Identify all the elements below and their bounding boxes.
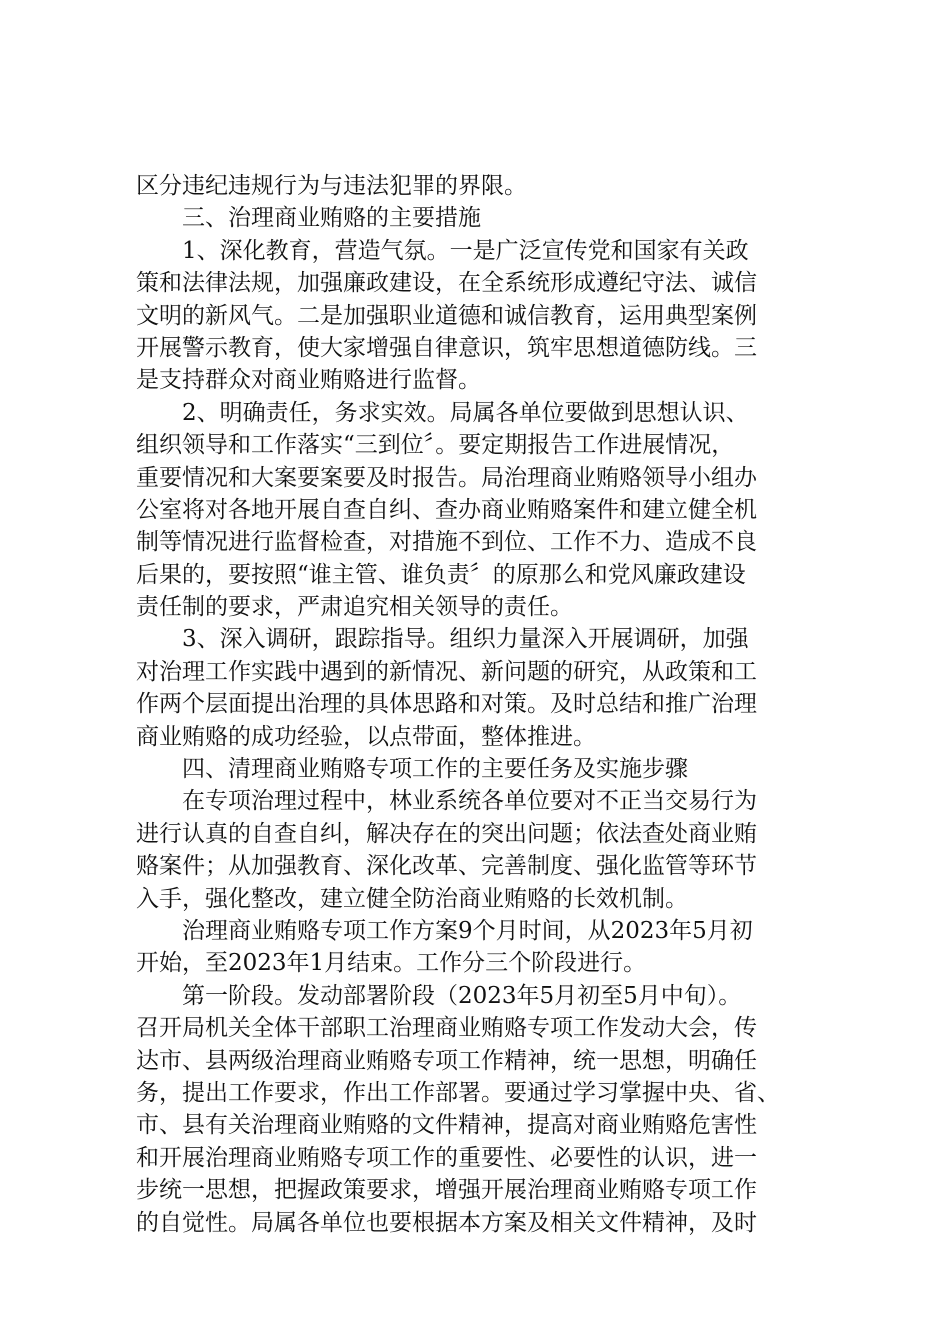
text-line-23: 入手，强化整改，建立健全防治商业贿赂的长效机制。 [136,885,688,912]
section-heading-measures: 三、治理商业贿赂的主要措施 [182,205,481,232]
text-line-7: 是支持群众对商业贿赂进行监督。 [136,367,481,394]
text-line-21: 进行认真的自查自纠，解决存在的突出问题；依法查处商业贿 [136,820,757,847]
text-line-12: 制等情况进行监督检查，对措施不到位、工作不力、造成不良 [136,529,757,556]
text-line-10: 重要情况和大案要案要及时报告。局治理商业贿赂领导小组办 [136,464,757,491]
text-line-6: 开展警示教育，使大家增强自律意识，筑牢思想道德防线。三 [136,334,757,361]
text-line-13: 后果的，要按照“谁主管、谁负责〞的原那么和党风廉政建设 [136,561,746,588]
text-line-22: 赂案件；从加强教育、深化改革、完善制度、强化监管等环节 [136,853,757,880]
text-line-26: 第一阶段。发动部署阶段（2023年5月初至5月中旬）。 [182,982,742,1009]
text-line-14: 责任制的要求，严肃追究相关领导的责任。 [136,594,573,621]
document-body [136,170,826,1239]
section-heading-tasks: 四、清理商业贿赂专项工作的主要任务及实施步骤 [182,756,688,783]
text-line-1: 区分违纪违规行为与违法犯罪的界限。 [136,173,527,199]
text-line-32: 步统一思想，把握政策要求，增强开展治理商业贿赂专项工作 [136,1177,757,1204]
text-line-20: 在专项治理过程中，林业系统各单位要对不正当交易行为 [182,788,757,815]
text-line-4: 策和法律法规，加强廉政建设，在全系统形成遵纪守法、诚信 [136,270,757,297]
text-line-3: 1、深化教育，营造气氛。一是广泛宣传党和国家有关政 [182,237,749,264]
text-line-16: 对治理工作实践中遇到的新情况、新问题的研究，从政策和工 [136,658,757,685]
text-line-29: 务，提出工作要求，作出工作部署。要通过学习掌握中央、省、 [136,1079,780,1106]
text-line-24: 治理商业贿赂专项工作方案9个月时间，从2023年5月初 [182,917,753,944]
text-line-15: 3、深入调研，跟踪指导。组织力量深入开展调研，加强 [182,626,749,653]
text-line-28: 达市、县两级治理商业贿赂专项工作精神，统一思想，明确任 [136,1047,757,1074]
text-line-11: 公室将对各地开展自查自纠、查办商业贿赂案件和建立健全机 [136,496,757,523]
text-line-30: 市、县有关治理商业贿赂的文件精神，提高对商业贿赂危害性 [136,1112,757,1139]
text-line-33: 的自觉性。局属各单位也要根据本方案及相关文件精神，及时 [136,1209,757,1236]
text-line-5: 文明的新风气。二是加强职业道德和诚信教育，运用典型案例 [136,302,757,329]
text-line-17: 作两个层面提出治理的具体思路和对策。及时总结和推广治理 [136,691,757,718]
text-line-31: 和开展治理商业贿赂专项工作的重要性、必要性的认识，进一 [136,1144,757,1171]
text-line-8: 2、明确责任，务求实效。局属各单位要做到思想认识、 [182,399,749,426]
text-line-18: 商业贿赂的成功经验，以点带面，整体推进。 [136,723,596,750]
text-line-25: 开始，至2023年1月结束。工作分三个阶段进行。 [136,950,647,977]
text-line-9: 组织领导和工作落实“三到位〞。要定期报告工作进展情况， [136,432,735,459]
text-line-27: 召开局机关全体干部职工治理商业贿赂专项工作发动大会，传 [136,1015,757,1042]
